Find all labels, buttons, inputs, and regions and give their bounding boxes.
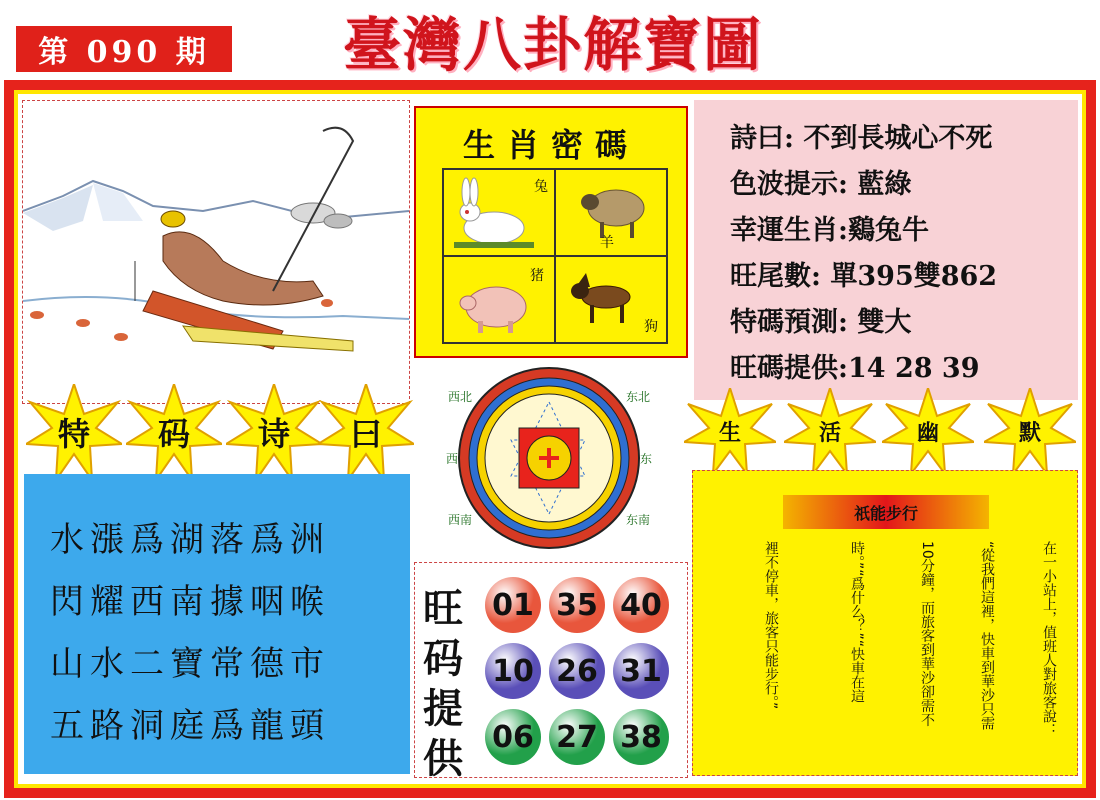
star-char: 曰 (349, 415, 382, 453)
story-column: 10分鐘，而旅客到華沙卻需不 (919, 541, 935, 727)
star-char: 诗 (257, 415, 290, 453)
info-color-wave: 色波提示: 藍綠 (730, 169, 912, 200)
lucky-label-char: 供 (423, 735, 463, 782)
zodiac-label: 猪 (530, 268, 544, 284)
lucky-number-ball: 01 (485, 577, 541, 633)
star-badge (984, 388, 1076, 474)
humor-story-box (692, 470, 1078, 776)
poem-line: 閃耀西南據咽喉 (50, 582, 330, 622)
star-char: 码 (157, 415, 190, 453)
zodiac-cell-dog (555, 256, 667, 343)
story-title: 祇能步行 (783, 495, 989, 529)
wheel-side-label: 东 (639, 452, 652, 466)
lucky-number-ball: 31 (613, 643, 669, 699)
fishing-illustration (22, 100, 410, 404)
story-column: “從我們這裡，快車到華沙只需 (979, 541, 995, 731)
zodiac-label: 狗 (644, 319, 658, 335)
lucky-number-ball: 35 (549, 577, 605, 633)
page-title: 臺灣八卦解寶圖 (342, 11, 763, 79)
star-char: 幽 (916, 419, 939, 446)
star-badge (26, 384, 122, 480)
poem-line: 山水二寶常德市 (50, 644, 330, 684)
star-badge (126, 384, 222, 480)
star-badge (882, 388, 974, 474)
story-column: 時。”“爲什么？”“快車在這 (849, 541, 865, 704)
lucky-label-char: 码 (423, 635, 463, 682)
lucky-number-ball: 38 (613, 709, 669, 765)
lucky-number-ball: 27 (549, 709, 605, 765)
wheel-corner-label: 东北 (625, 390, 650, 404)
wheel-corner-label: 西南 (448, 513, 473, 527)
lucky-label-char: 旺 (423, 585, 463, 632)
star-char: 特 (57, 415, 90, 453)
info-special-prediction: 特碼預測: 雙大 (730, 307, 912, 338)
wheel-side-label: 西 (446, 452, 459, 466)
star-badge (226, 384, 322, 480)
poem-box (24, 474, 410, 774)
story-column: 裡不停車，旅客只能步行。” (763, 541, 779, 710)
lucky-number-ball: 06 (485, 709, 541, 765)
poem-line: 五路洞庭爲龍頭 (50, 706, 330, 746)
lucky-number-ball: 10 (485, 643, 541, 699)
star-char: 默 (1018, 419, 1041, 446)
wheel-corner-label: 西北 (448, 390, 473, 404)
wheel-corner-label: 东南 (625, 513, 650, 527)
lucky-numbers-box (414, 562, 688, 782)
zodiac-title: 生肖密碼 (462, 126, 639, 164)
zodiac-label: 羊 (600, 235, 614, 251)
info-poem: 詩曰: 不到長城心不死 (730, 123, 993, 154)
star-badge (318, 384, 414, 480)
story-column: 在一小站上，值班人對旅客說： (1041, 541, 1057, 737)
info-tail-numbers: 旺尾數: 單395雙862 (730, 261, 998, 292)
poem-line: 水漲爲湖落爲洲 (50, 520, 330, 560)
zodiac-cell-pig (443, 256, 555, 343)
issue-badge: 第 090 期 (16, 26, 232, 72)
zodiac-grid (442, 168, 668, 344)
fishing-scene-image (23, 101, 409, 403)
zodiac-cell-rabbit (443, 169, 555, 256)
lucky-label-char: 提 (423, 685, 463, 732)
zodiac-cell-sheep (555, 169, 667, 256)
lucky-number-ball: 26 (549, 643, 605, 699)
zodiac-code-box (414, 106, 688, 358)
zodiac-label: 兔 (534, 179, 548, 195)
info-lucky-zodiac: 幸運生肖:鷄兔牛 (730, 215, 929, 246)
info-lucky-numbers: 旺碼提供:14 28 39 (730, 353, 980, 384)
lucky-number-ball: 40 (613, 577, 669, 633)
star-badge (784, 388, 876, 474)
star-badge (684, 388, 776, 474)
star-char: 活 (818, 419, 841, 446)
bagua-wheel (440, 358, 658, 558)
info-box (694, 100, 1078, 400)
star-char: 生 (718, 419, 741, 446)
